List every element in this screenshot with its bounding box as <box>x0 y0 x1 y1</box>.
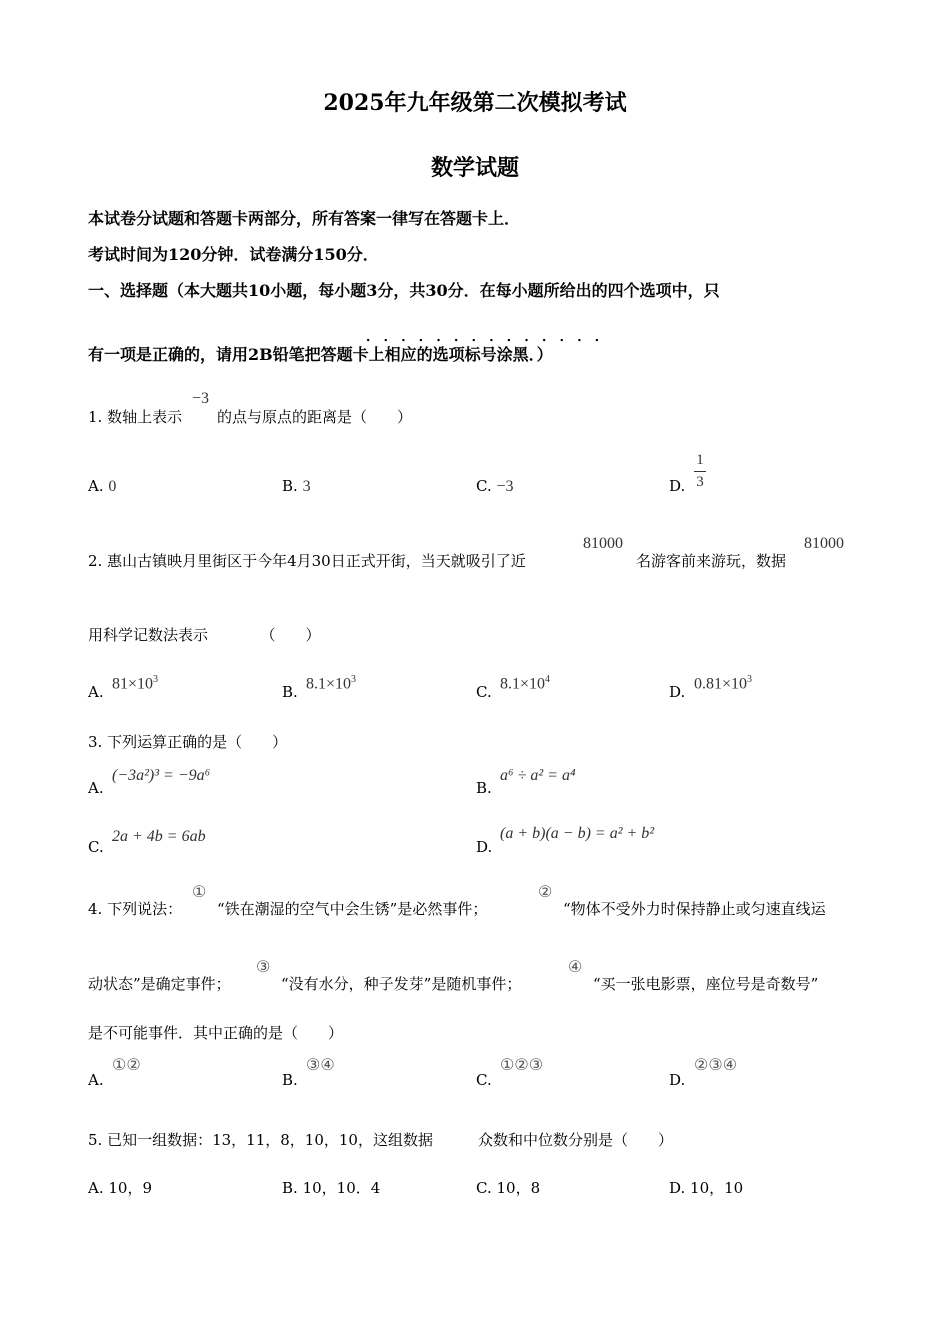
q2-option-b-label: B. <box>282 683 298 701</box>
q4-question: 是不可能事件．其中正确的是（ ） <box>88 1024 344 1042</box>
q4-option-c-label: C. <box>476 1071 492 1089</box>
q2-option-d: $0.81\times 10^3$ <box>694 674 753 693</box>
section-heading-line-1: 一、选择题（本大题共10小题，每小题3分，共30分．在每小题所给出的四个选项中，只 <box>88 281 720 300</box>
q3-option-d-label: D. <box>476 838 493 856</box>
q1-option-d-fraction: 1 3 <box>694 452 706 491</box>
section-heading-line-2: 有一项是正确的，请用2B铅笔把答题卡上相应的选项标号涂黑．） <box>88 345 553 364</box>
q4-marker-1: ① <box>192 882 207 901</box>
q4-marker-2: ② <box>538 882 553 901</box>
q4-option-b: ③④ <box>306 1055 335 1074</box>
q2-option-d-label: D. <box>669 683 686 701</box>
q4-statement-3: “没有水分，种子发芽”是随机事件； <box>281 975 522 993</box>
q3-option-a-label: A. <box>88 779 104 797</box>
q1-prefix: 1. 数轴上表示 <box>88 408 183 426</box>
q3-text: 3. 下列运算正确的是（ ） <box>88 733 288 751</box>
q1-math: −3 <box>192 390 210 407</box>
q4-option-a-label: A. <box>88 1071 104 1089</box>
q2-line-2: 用科学记数法表示 （ ） <box>88 626 321 644</box>
q1-option-a: A. 0 <box>88 477 117 495</box>
q4-marker-3: ③ <box>256 957 271 976</box>
q4-option-a: ①② <box>112 1055 141 1074</box>
q2-option-b: $8.1\times 10^3$ <box>306 674 357 693</box>
q2-option-c-label: C. <box>476 683 492 701</box>
q2-option-a-label: A. <box>88 683 104 701</box>
q5-option-a: A. 10，9 <box>88 1179 153 1197</box>
q4-option-d: ②③④ <box>694 1055 738 1074</box>
q4-statement-2-cont: 动状态”是确定事件； <box>88 975 231 993</box>
q2-math-1: 81000 <box>583 535 623 552</box>
q3-option-a: (−3a²)³ = −9a⁶ <box>112 767 211 784</box>
q1-option-c: C. −3 <box>476 477 514 495</box>
instruction-line-2: 考试时间为120分钟．试卷满分150分． <box>88 245 379 264</box>
q2-middle: 名游客前来游玩，数据 <box>636 552 787 570</box>
q4-statement-2: “物体不受外力时保持静止或匀速直线运 <box>563 900 826 918</box>
q3-option-c-label: C. <box>88 838 104 856</box>
q4-statement-4: “买一张电影票，座位号是奇数号” <box>593 975 819 993</box>
q5-text: 5. 已知一组数据：13，11，8，10，10，这组数据 众数和中位数分别是（ ） <box>88 1131 673 1149</box>
q1-option-d-label: D. <box>669 477 686 495</box>
q5-option-c: C. 10，8 <box>476 1179 541 1197</box>
q1-suffix: 的点与原点的距离是（ ） <box>217 408 413 426</box>
q3-option-b: a⁶ ÷ a² = a⁴ <box>500 767 576 784</box>
q4-statement-1: “铁在潮湿的空气中会生锈”是必然事件； <box>217 900 488 918</box>
q2-math-2: 81000 <box>804 535 844 552</box>
q4-option-b-label: B. <box>282 1071 298 1089</box>
q4-prefix: 4. 下列说法： <box>88 900 183 918</box>
q5-option-b: B. 10，10．4 <box>282 1179 381 1197</box>
emphasis-dots: ．．．．．．．．．．．．．． <box>366 329 620 345</box>
q5-option-d: D. 10，10 <box>669 1179 744 1197</box>
q3-option-d: (a + b)(a − b) = a² + b² <box>500 825 655 842</box>
q1-option-b: B. 3 <box>282 477 311 495</box>
q2-option-a: $81\times 10^3$ <box>112 674 159 693</box>
q4-option-d-label: D. <box>669 1071 686 1089</box>
q3-option-c: 2a + 4b = 6ab <box>112 828 206 845</box>
q3-option-b-label: B. <box>476 779 492 797</box>
q2-prefix: 2. 惠山古镇映月里街区于今年4月30日正式开街，当天就吸引了近 <box>88 552 526 570</box>
exam-title: 2025年九年级第二次模拟考试 <box>323 90 627 116</box>
q4-option-c: ①②③ <box>500 1055 544 1074</box>
instruction-line-1: 本试卷分试题和答题卡两部分，所有答案一律写在答题卡上． <box>88 209 521 228</box>
q4-marker-4: ④ <box>568 957 583 976</box>
exam-subtitle: 数学试题 <box>430 155 519 181</box>
q2-option-c: $8.1\times 10^4$ <box>500 674 551 693</box>
